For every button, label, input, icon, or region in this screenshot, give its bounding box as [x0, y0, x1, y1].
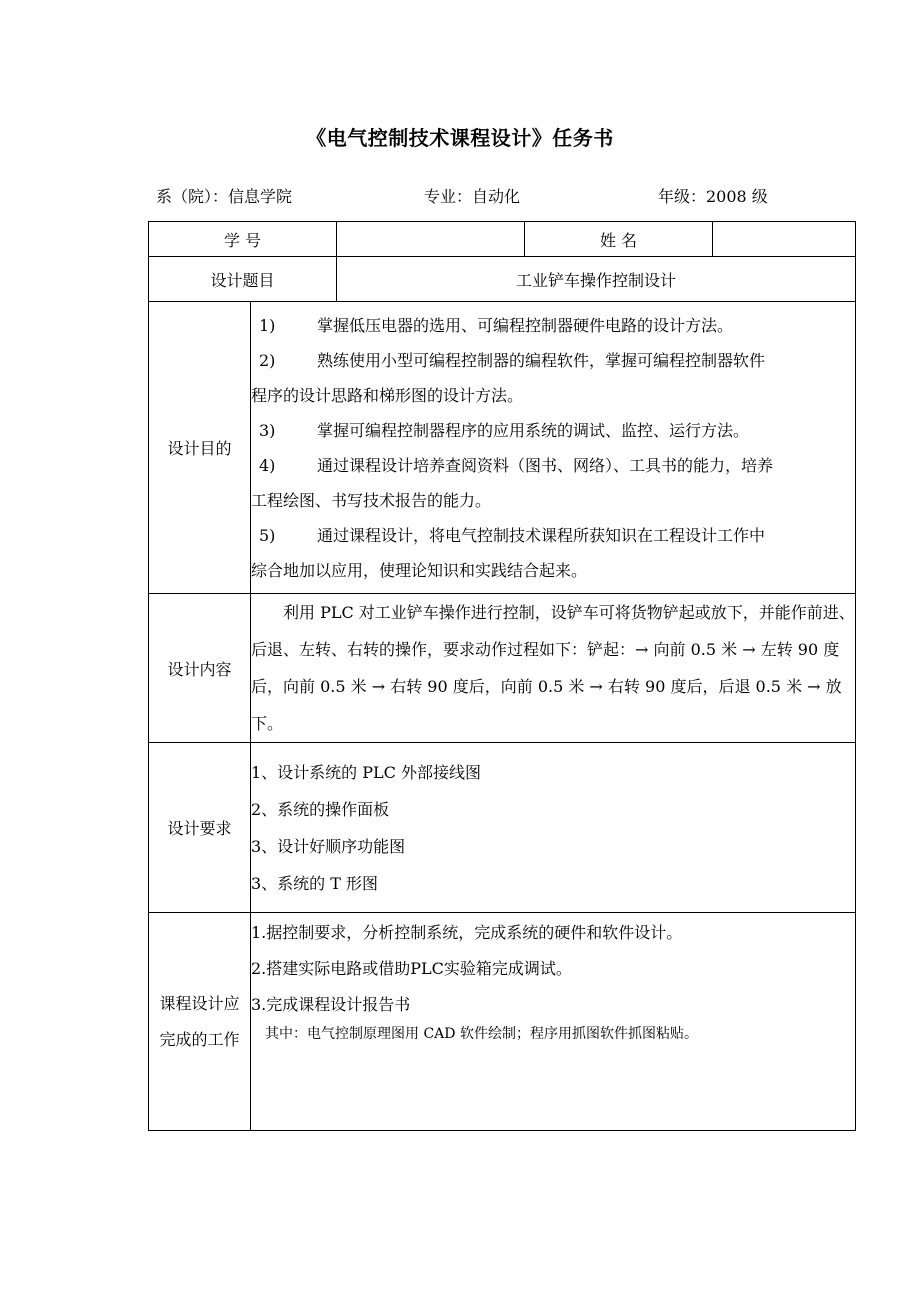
purpose-item: 5) 通过课程设计，将电气控制技术课程所获知识在工程设计工作中: [259, 525, 766, 545]
requirement-item: 2、系统的操作面板: [251, 799, 390, 819]
purpose-item: 3) 掌握可编程控制器程序的应用系统的调试、监控、运行方法。: [259, 420, 750, 440]
id-name-row: [149, 222, 856, 257]
purpose-item: 2) 熟练使用小型可编程控制器的编程软件，掌握可编程控制器软件: [259, 350, 766, 370]
purpose-item-continuation: 工程绘图、书写技术报告的能力。: [251, 490, 492, 510]
student-id-field[interactable]: [337, 222, 525, 257]
requirements-list: [251, 743, 856, 913]
document-title: 《电气控制技术课程设计》任务书: [306, 126, 614, 150]
content-label: 设计内容: [149, 594, 251, 743]
work-label: 课程设计应 完成的工作: [149, 913, 251, 1131]
requirement-item: 1、设计系统的 PLC 外部接线图: [251, 762, 481, 782]
purpose-item-continuation: 综合地加以应用，使理论知识和实践结合起来。: [251, 560, 588, 580]
requirement-item: 3、设计好顺序功能图: [251, 836, 406, 856]
purpose-list: [251, 302, 856, 594]
content-text: 利用 PLC 对工业铲车操作进行控制，设铲车可将货物铲起或放下，并能作前进、后退、左转、右转的操作，要求动作过程如下：铲起：→ 向前 0.5 米 → 左转 90 度后，向前 0.5 米 → 右转 90 度后，向前 0.5 米 → 右转 90 度后，后退 0.5 米 → 放下。: [251, 594, 856, 743]
work-item: 1.据控制要求，分析控制系统，完成系统的硬件和软件设计。: [251, 923, 683, 942]
topic-label: 设计题目: [149, 257, 337, 302]
purpose-item: 1) 掌握低压电器的选用、可编程控制器硬件电路的设计方法。: [259, 315, 734, 335]
major-info: 专业：自动化: [424, 187, 521, 206]
task-table: [148, 221, 856, 1131]
work-list: [251, 913, 856, 1131]
grade-info: 年级：2008 级: [658, 187, 768, 206]
work-item: 2.搭建实际电路或借助PLC实验箱完成调试。: [251, 959, 572, 978]
requirements-row: [149, 743, 856, 913]
requirement-item: 3、系统的 T 形图: [251, 873, 379, 893]
requirements-label: 设计要求: [149, 743, 251, 913]
work-row: [149, 913, 856, 1131]
purpose-item-continuation: 程序的设计思路和梯形图的设计方法。: [251, 385, 524, 405]
work-note: 其中：电气控制原理图用 CAD 软件绘制；程序用抓图软件抓图粘贴。: [265, 1026, 698, 1042]
name-label: 姓 名: [525, 222, 713, 257]
department-info: 系（院）：信息学院: [156, 187, 293, 206]
purpose-row: [149, 302, 856, 594]
work-item: 3.完成课程设计报告书: [251, 995, 411, 1014]
purpose-label: 设计目的: [149, 302, 251, 594]
purpose-item: 4) 通过课程设计培养查阅资料（图书、网络）、工具书的能力，培养: [259, 455, 774, 475]
topic-row: [149, 257, 856, 302]
content-row: [149, 594, 856, 743]
student-id-label: 学 号: [149, 222, 337, 257]
topic-value: 工业铲车操作控制设计: [337, 257, 856, 302]
name-field[interactable]: [713, 222, 856, 257]
